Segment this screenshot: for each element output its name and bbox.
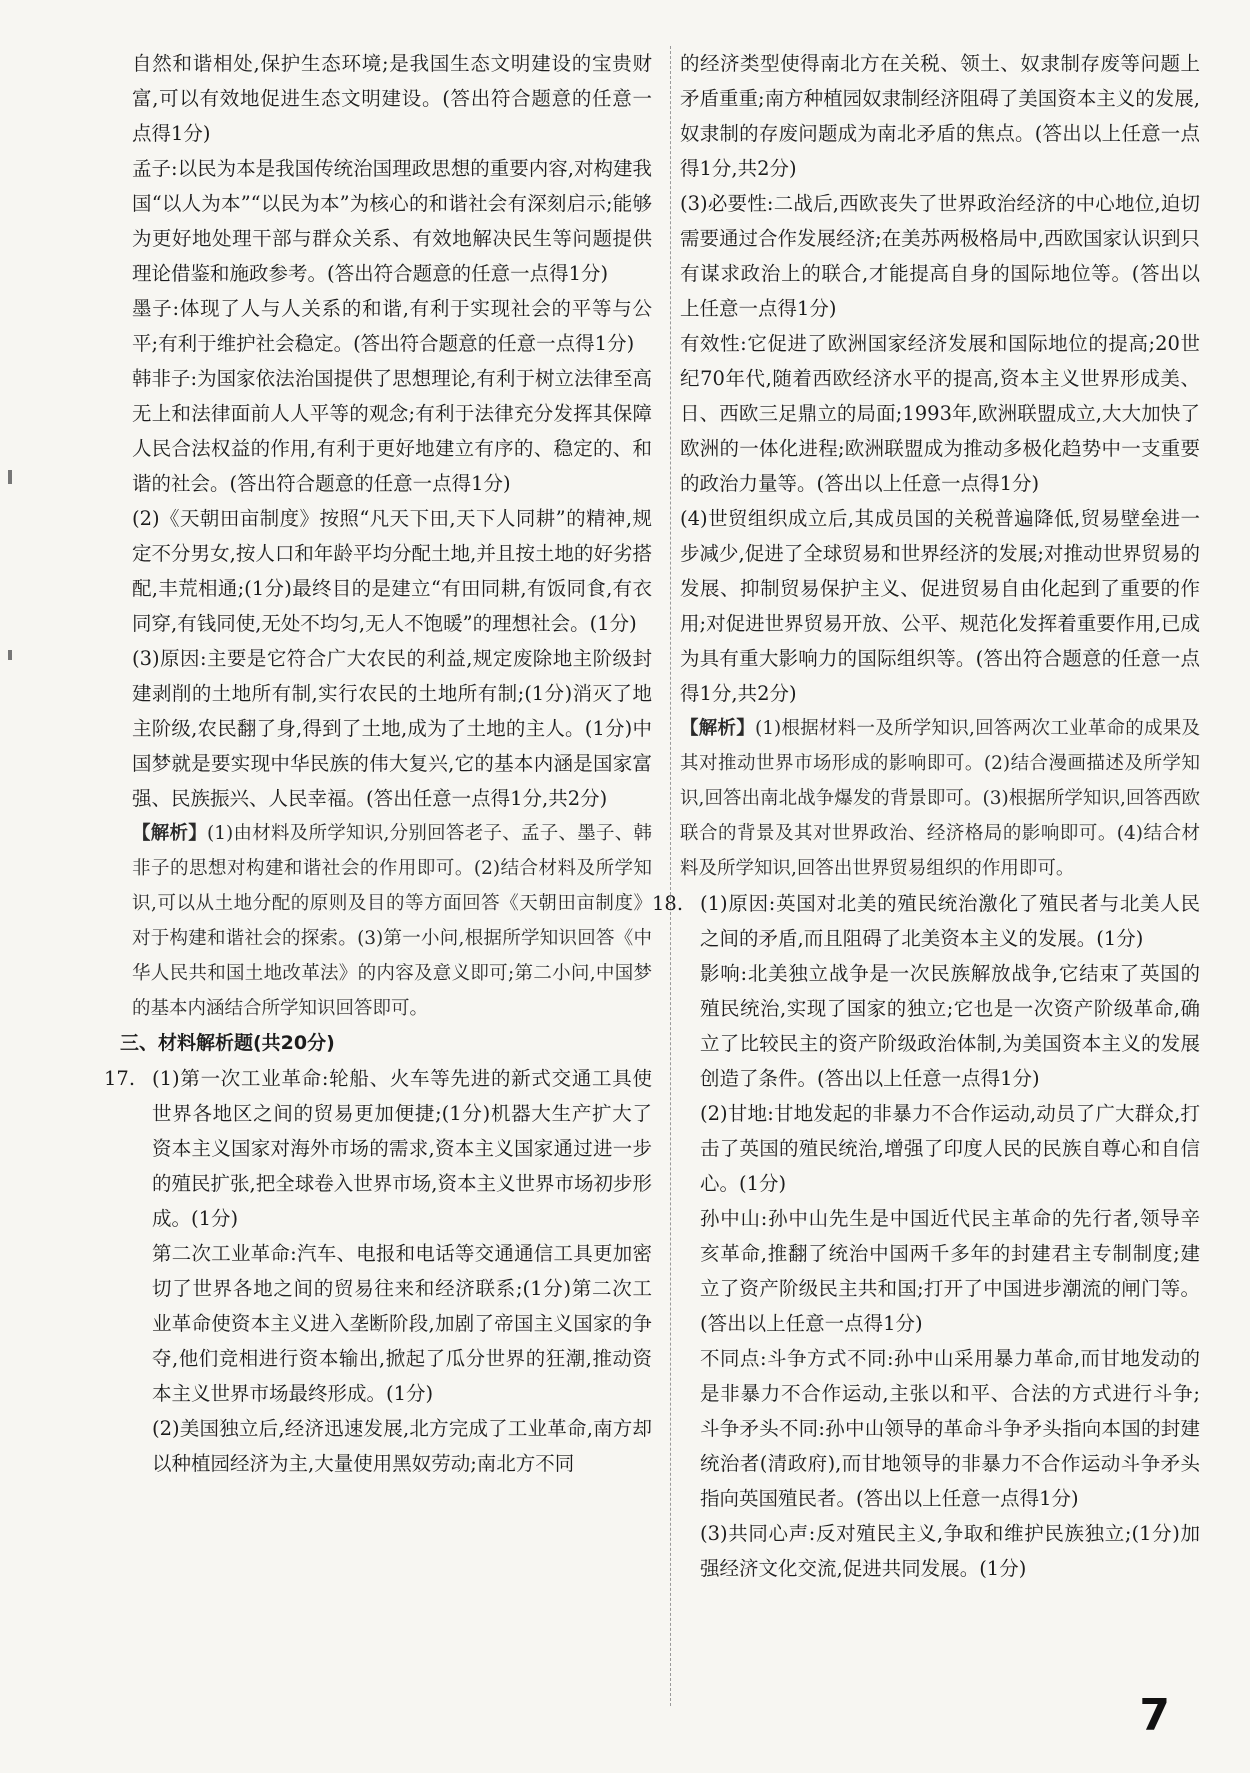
paragraph-laozi-end: 自然和谐相处,保护生态环境;是我国生态文明建设的宝贵财富,可以有效地促进生态文明建设。(答出符合题意的任意一点得1分) [132,52,652,145]
q18-part-2-gandhi: (2)甘地:甘地发起的非暴力不合作运动,动员了广大群众,打击了英国的殖民统治,增强了印度人民的民族自尊心和自信心。(1分) [700,1102,1200,1195]
q17-part-1-second: 第二次工业革命:汽车、电报和电话等交通通信工具更加密切了世界各地之间的贸易往来和经济联系;(1分)第二次工业革命使资本主义进入垄断阶段,加剧了帝国主义国家的争夺,他们竞相进行资本输出,掀起了瓜分世界的狂潮,推动资本主义世界市场最终形成。(1分) [152,1242,652,1405]
scan-mark [8,470,12,484]
scan-mark [8,650,12,660]
q18-part-1-impact: 影响:北美独立战争是一次民族解放战争,它结束了英国的殖民统治,实现了国家的独立;它也是一次资产阶级革命,确立了比较民主的资产阶级政治体制,为美国资本主义的发展创造了条件。(答出以上任意一点得1分) [700,962,1200,1090]
analysis-block-16 [132,816,652,1026]
section-title: 三、材料解析题(共20分) [120,1032,335,1054]
analysis-text: (1)由材料及所学知识,分别回答老子、孟子、墨子、韩非子的思想对构建和谐社会的作用即可。(2)结合材料及所学知识,可以从土地分配的原则及目的等方面回答《天朝田亩制度》对于构建和谐社会的探索。(3)第一小问,根据所学知识回答《中华人民共和国土地改革法》的内容及意义即可;第二小问,中国梦的基本内涵结合所学知识回答即可。 [132,823,652,1019]
paragraph-taiping-land-system: (2)《天朝田亩制度》按照“凡天下田,天下人同耕”的精神,规定不分男女,按人口和年龄平均分配土地,并且按土地的好劣搭配,丰荒相通;(1分)最终目的是建立“有田同耕,有饭同食,有衣同穿,有钱同使,无处不均匀,无人不饱暖”的理想社会。(1分) [132,507,652,635]
q18-part-2-sun-yat-sen: 孙中山:孙中山先生是中国近代民主革命的先行者,领导辛亥革命,推翻了统治中国两千多年的封建君主专制制度;建立了资产阶级民主共和国;打开了中国进步潮流的闸门等。(答出以上任意一点得1分) [700,1207,1200,1335]
analysis-label: 【解析】 [132,823,208,844]
q17-part-1: (1)第一次工业革命:轮船、火车等先进的新式交通工具使世界各地区之间的贸易更加便捷;(1分)机器大生产扩大了资本主义国家对海外市场的需求,资本主义国家通过进一步的殖民扩张,把全球卷入世界市场,资本主义世界市场初步形成。(1分) [152,1067,652,1230]
q18-part-2-differences: 不同点:斗争方式不同:孙中山采用暴力革命,而甘地发动的是非暴力不合作运动,主张以和平、合法的方式进行斗争;斗争矛头不同:孙中山领导的革命斗争矛头指向本国的封建统治者(清政府),而甘地领导的非暴力不合作运动斗争矛头指向英国殖民者。(答出以上任意一点得1分) [700,1347,1200,1510]
question-18 [652,886,1200,1586]
q17-part-3-effectiveness: 有效性:它促进了欧洲国家经济发展和国际地位的提高;20世纪70年代,随着西欧经济水平的提高,资本主义世界形成美、日、西欧三足鼎立的局面;1993年,欧洲联盟成立,大大加快了欧洲的一体化进程;欧洲联盟成为推动多极化趋势中一支重要的政治力量等。(答出以上任意一点得1分) [680,332,1200,495]
paragraph-land-reform: (3)原因:主要是它符合广大农民的利益,规定废除地主阶级封建剥削的土地所有制,实行农民的土地所有制;(1分)消灭了地主阶级,农民翻了身,得到了土地,成为了土地的主人。(1分)中国梦就是要实现中华民族的伟大复兴,它的基本内涵是国家富强、民族振兴、人民幸福。(答出任意一点得1分,共2分) [132,647,652,810]
right-column [652,46,1200,1586]
q18-part-3: (3)共同心声:反对殖民主义,争取和维护民族独立;(1分)加强经济文化交流,促进共同发展。(1分) [700,1522,1200,1580]
question-17 [104,1061,652,1481]
q17-part-2-cont: 的经济类型使得南北方在关税、领土、奴隶制存废等问题上矛盾重重;南方种植园奴隶制经济阻碍了美国资本主义的发展,奴隶制的存废问题成为南北矛盾的焦点。(答出以上任意一点得1分,共2分) [680,52,1200,180]
question-number: 18. [652,892,684,915]
page-number: 7 [1139,1690,1170,1741]
column-divider [670,46,671,1706]
analysis-block-17 [680,711,1200,886]
left-column [104,46,652,1481]
question-number: 17. [104,1067,136,1090]
analysis-label: 【解析】 [680,718,756,739]
q17-part-2: (2)美国独立后,经济迅速发展,北方完成了工业革命,南方却以种植园经济为主,大量使用黑奴劳动;南北方不同 [152,1417,652,1475]
q18-part-1-reason: (1)原因:英国对北美的殖民统治激化了殖民者与北美人民之间的矛盾,而且阻碍了北美资本主义的发展。(1分) [700,892,1200,950]
q17-part-4: (4)世贸组织成立后,其成员国的关税普遍降低,贸易壁垒进一步减少,促进了全球贸易和世界经济的发展;对推动世界贸易的发展、抑制贸易保护主义、促进贸易自由化起到了重要的作用;对促进世界贸易开放、公平、规范化发挥着重要作用,已成为具有重大影响力的国际组织等。(答出符合题意的任意一点得1分,共2分) [680,507,1200,705]
analysis-text: (1)根据材料一及所学知识,回答两次工业革命的成果及其对推动世界市场形成的影响即可。(2)结合漫画描述及所学知识,回答出南北战争爆发的背景即可。(3)根据所学知识,回答西欧联合的背景及其对世界政治、经济格局的影响即可。(4)结合材料及所学知识,回答出世界贸易组织的作用即可。 [680,718,1200,879]
paragraph-hanfeizi: 韩非子:为国家依法治国提供了思想理论,有利于树立法律至高无上和法律面前人人平等的观念;有利于法律充分发挥其保障人民合法权益的作用,有利于更好地建立有序的、稳定的、和谐的社会。(答出符合题意的任意一点得1分) [132,367,652,495]
q17-part-3-necessity: (3)必要性:二战后,西欧丧失了世界政治经济的中心地位,迫切需要通过合作发展经济;在美苏两极格局中,西欧国家认识到只有谋求政治上的联合,才能提高自身的国际地位等。(答出以上任意一点得1分) [680,192,1200,320]
paragraph-mengzi: 孟子:以民为本是我国传统治国理政思想的重要内容,对构建我国“以人为本”“以民为本”为核心的和谐社会有深刻启示;能够为更好地处理干部与群众关系、有效地解决民生等问题提供理论借鉴和施政参考。(答出符合题意的任意一点得1分) [132,157,652,285]
paragraph-mozi: 墨子:体现了人与人关系的和谐,有利于实现社会的平等与公平;有利于维护社会稳定。(答出符合题意的任意一点得1分) [132,297,652,355]
